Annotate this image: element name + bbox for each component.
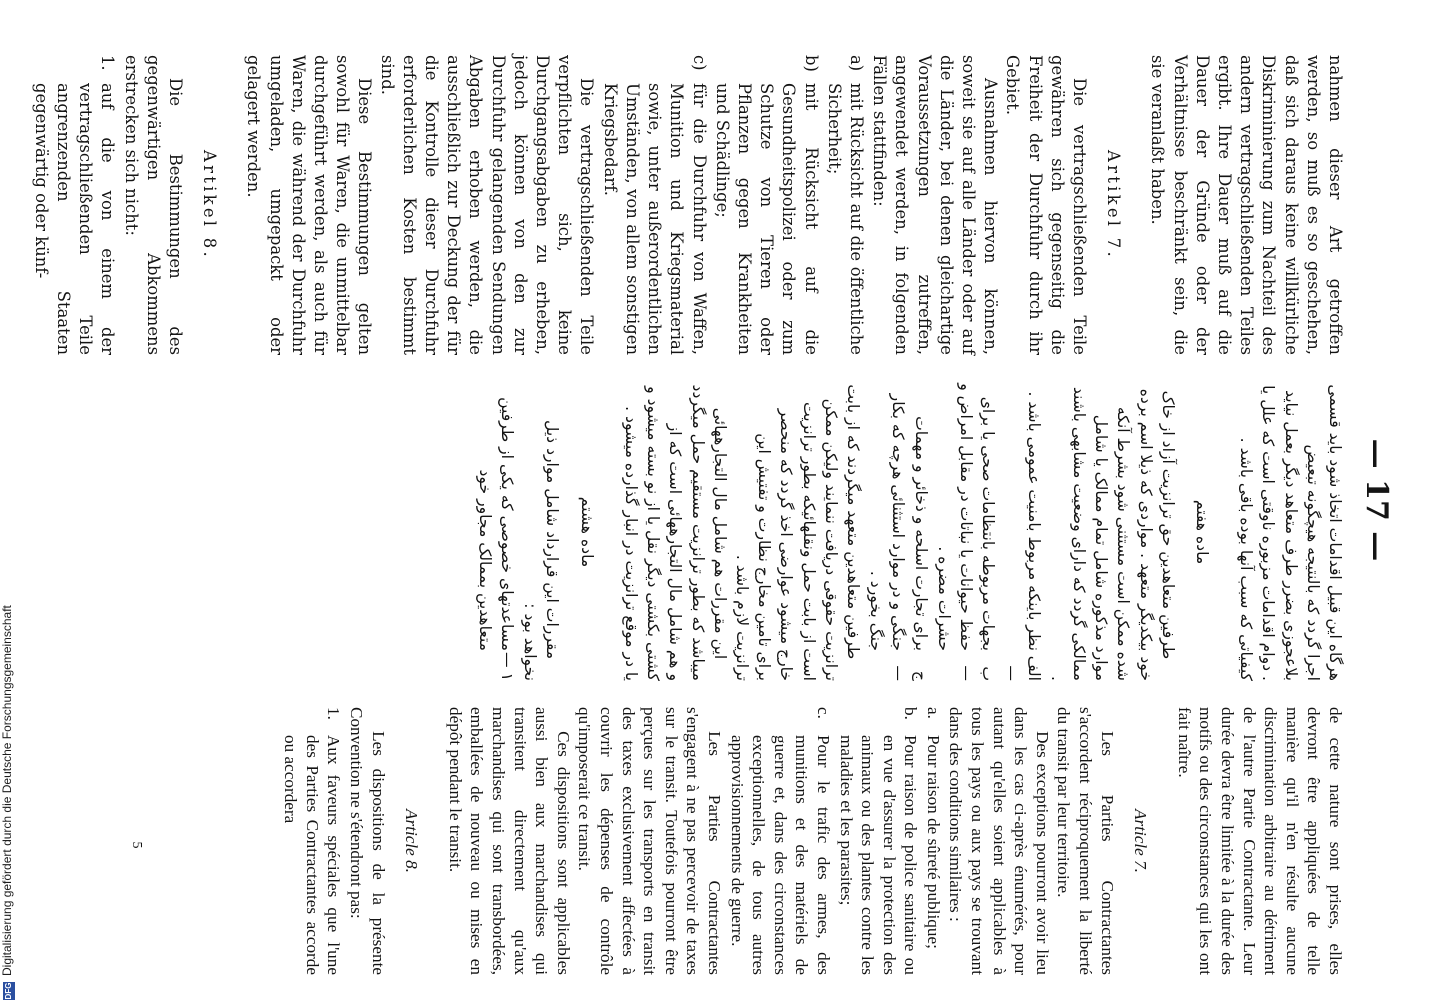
list-item-text: Pour raison de sûreté publique; [923,735,943,949]
french-article7-heading: Article 7. [1131,809,1151,873]
german-article7-paragraph-2: Ausnahmen hiervon können, soweit sie auf alle Länder oder auf die Länder, bei denen gleichartige Voraussetzungen zutreffen, angewendet werden, in folgenden Fällen stattfinden: [870,55,1001,355]
french-article7-paragraph-3: Les Parties Contractantes s'engagent à ne pas percevoir de taxes sur le transit. Toutefois pourront être perçues sur les transports en transit des taxes exclusivement affectées à couvrir les dépenses de contrôle qu'imposerait ce transit. [575,707,724,975]
list-marker: الف — [1002,655,1043,681]
german-article8-item-1 [30,55,119,355]
german-article8-heading: Artikel 8. [200,149,220,261]
french-article7-paragraph-1: Les Parties Contractantes s'accordent réciproquement la liberté du transit par leur territoire. [1054,707,1117,975]
german-article7-paragraph-3: Die vertragschließenden Teile verpflichten sich, keine Durchgangsabgaben zu erheben, jedoch können von den zur Durchfuhr gelangenden Sendungen Abgaben erhoben werden, die ausschließlich zur Deckung der für die Kontrolle dieser Durchfuhr erforderlichen Kosten bestimmt sind. [377,55,597,355]
persian-article8-paragraph-1: مقررات این قرارداد شامل موارد ذیل نخواهد بود : [521,420,562,681]
german-article7-item-b [711,55,822,355]
list-item-text: Aux faveurs spéciales que l'une des Parties Contractantes accorde ou accordera [281,735,344,975]
french-article7-item-a [922,707,944,975]
french-article8-paragraph-1: Les dispositions de la présente Convention ne s'étendront pas: [347,707,388,975]
persian-article7-item-alef [1000,383,1044,681]
list-marker: 1. [324,707,344,720]
german-article7-paragraph-4: Diese Bestimmungen gelten sowohl für Waren, die unmittelbar durchgeführt werden, als auch für Waren, die während der Durchfuhr umgeladen, umgepackt oder gelagert werden. [244,55,375,355]
persian-article8-item-1 [474,383,518,681]
persian-article7-item-be [933,383,1000,681]
list-marker: c) [689,55,709,71]
list-marker: b) [801,55,821,72]
french-column [120,707,1346,975]
german-article7-item-c [599,55,710,355]
digitization-credit [0,0,16,1000]
french-article7-item-c [726,707,834,975]
french-article7-item-b [835,707,921,975]
german-column [31,55,1346,355]
persian-article7-paragraph-4: این مقررات هم شامل مال التجارههائی میباشد که بطور ترانزیت مستقیم حمل میگردد و هم شامل مال التجارههائی است که از کشتی بکشتی دیگر نقل یا از نو بسته میشود و یا در موقع ترانزیت در انبار گذارده میشود . [621,384,729,681]
list-item-text: für die Durchfuhr von Waffen, Munition und Kriegsmaterial sowie, unter außerordentlichen Umständen, von allem sonstigen Kriegsbedarf. [600,83,709,355]
list-marker: 1. [98,55,118,71]
page-number: — 17 — [1359,438,1394,562]
digitization-credit-text: Digitalisierung gefördert durch die Deutsche Forschungsgemeinschaft [0,605,14,976]
list-item-text: mit Rücksicht auf die öffentliche Sicherheit; [824,83,866,355]
list-marker: ١ — [498,652,517,681]
french-article8-heading: Article 8. [402,809,422,873]
list-marker: b. [901,707,921,720]
dfg-logo-icon: DFG [4,982,13,1000]
footer-page-number: 5 [129,841,144,849]
persian-intro: هرگاه این قبیل اقدامات اتخاذ شود باید قسمی اجرا گردد که بالنتیجه هیچگونه تبعیض بلاعجوزی بضرر طرف متعاهد دیگر بعمل نیاید . دوام اقدامات مزبوره ناوقتی است که علل یا کیفیاتی که سبب آنها بوده باقی باشد . [1237,384,1344,681]
french-article7-paragraph-2: Des exceptions pourront avoir lieu dans les cas ci-après énumérés, pour autant qu'elles soient applicables à tous les pays ou aux pays se trouvant dans des conditions similaires : [946,707,1052,975]
persian-article7-paragraph-1: طرفین متعاهدین حق ترانزیت آزاد از خاک خود بیکدیگر متعهد . مواردی که ذیلا اسم برده شده ممکن است مستثنی شود بشرط آنکه موارد مذکوره شامل تمام ممالک یا شامل ممالکی گردد که دارای وضعیت مشابهی باشند . [1047,386,1177,681]
german-intro: nahmen dieser Art getroffen werden, so muß es so geschehen, daß sich daraus keine willkürliche Diskriminierung zum Nachteil des andern vertragschließenden Teiles ergibt. Ihre Dauer muß auf die Dauer der Gründe oder der Verhältnisse beschränkt sein, die sie veranlaßt haben. [1148,55,1345,355]
french-article7-paragraph-4: Ces dispositions sont applicables aussi bien aux marchandises qui transitent directement qu'aux marchandises qui sont transbordées, emballées de nouveau ou mises en dépôt pendant le transit. [445,707,573,975]
list-item-text: نظر باینکه مربوط بامنیت عمومی باشد . [1024,391,1043,651]
list-marker: ب — [956,665,998,681]
german-article7-item-a [823,55,867,355]
list-marker: a) [846,55,866,72]
german-article8-paragraph-1: Die Bestimmungen des gegenwärtigen Abkommens erstrecken sich nicht: [121,55,186,355]
persian-column [120,383,1346,681]
list-item-text: auf die von einem der vertragschließenden Teile angrenzenden Staaten gegenwärtig oder künf- [31,83,118,355]
persian-article8-heading: ماده هشتم [577,496,596,568]
persian-article7-item-jim [865,383,932,681]
list-item-text: مساعدتهای خصوصی که یکی از طرفین متعاهدین بممالک مجاور خود [475,397,517,651]
list-item-text: Pour le trafic des armes, des munitions et des matériels de guerre et, dans des circonstances exceptionnelles, de tous autres approvisionnements de guerre. [727,735,833,975]
german-article7-heading: Artikel 7. [1104,149,1124,261]
list-marker: c. [813,707,833,719]
french-intro: de cette nature sont prises, elles devront être appliquées de telle manière qu'il n'en résulte aucune discrimination arbitraire au détriment de l'autre Partie Contractante. Leur durée devra être limitée à la durée des motifs ou des circonstances qui les ont fait naître. [1174,707,1345,975]
list-item-text: Pour raison de police sanitaire ou en vue d'assurer la protection des animaux ou des plantes contre les maladies et les parasites; [836,735,921,975]
persian-article7-paragraph-3: طرفین متعاهدین متعهد میگردند که از بابت ترانزیت حقوقی دریافت ننمایند ولیکن ممکن است از بابت حمل ونقلهائیکه بطور ترانزیت خارج میشود عوارضی اخذ گردد که منحصر برای تامین مخارج نظارت و تفتیش این ترانزیت لازم باشد . [732,384,862,681]
list-item-text: mit Rücksicht auf die Gesundheitspolizei oder zum Schutze von Tieren oder Pflanzen gegen Krankheiten und Schädlinge; [712,83,821,355]
list-marker: ج — [889,665,930,681]
french-article8-item-1 [280,707,345,975]
list-marker: a. [923,707,943,719]
persian-article7-heading: ماده هفتم [1192,499,1211,565]
list-item-text: بجهات مربوطه بانتظامات صحی یا برای حفظ حیوانات یا نباتات در مقابل امراض و حشرات مضره . [934,383,998,651]
list-item-text: برای تجارت اسلحه و ذخائر و مهمات جنگی و در موارد استثنائی هرچه که بکار جنگ بخورد . [867,393,930,651]
german-article7-paragraph-1: Die vertragschließenden Teile gewähren sich gegenseitig die Freiheit der Durchfuhr durch ihr Gebiet. [1003,55,1089,355]
